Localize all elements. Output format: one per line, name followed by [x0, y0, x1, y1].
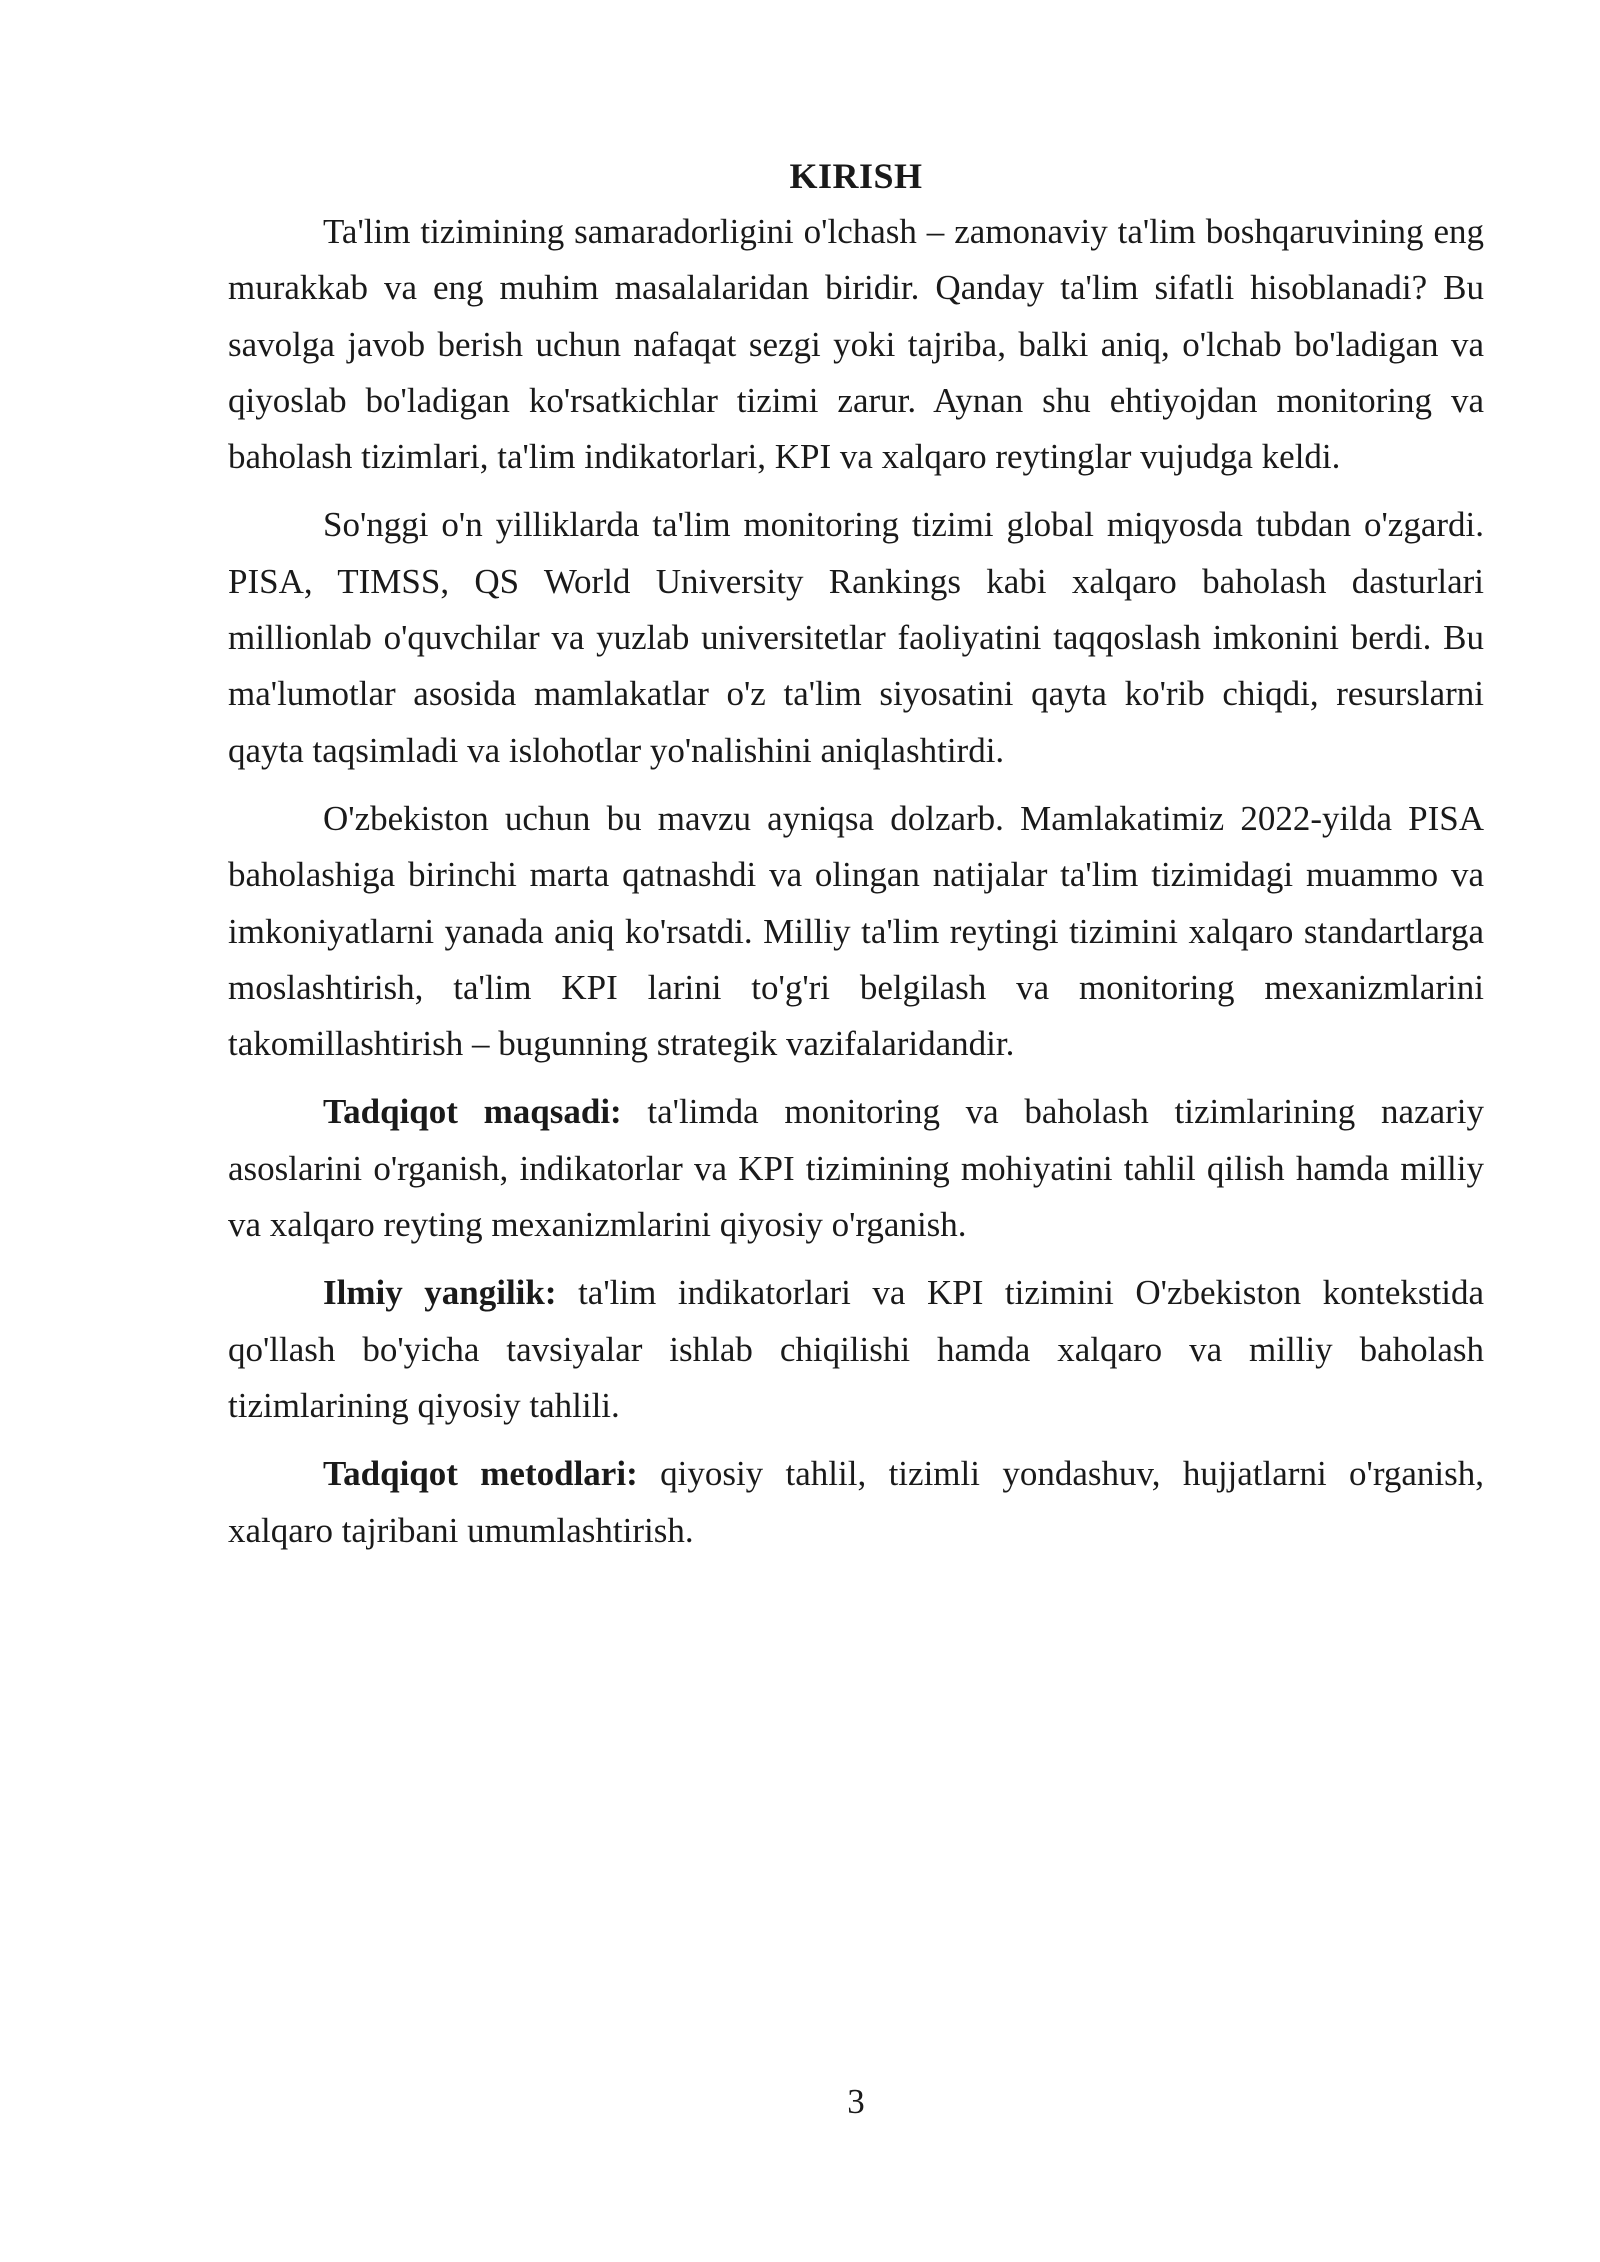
paragraph-text: Ta'lim tizimining samaradorligini o'lchash – zamonaviy ta'lim boshqaruvining eng murakkab va eng muhim masalalaridan biridir. Qanday ta'lim sifatli hisoblanadi? Bu savolga javob berish uchun nafaqat sezgi yoki tajriba, balki aniq, o'lchab bo'ladigan va qiyoslab bo'ladigan ko'rsatkichlar tizimi zarur. Aynan shu ehtiyojdan monitoring va baholash tizimlari, ta'lim indikatorlari, KPI va xalqaro reytinglar vujudga keldi. [228, 212, 1484, 477]
paragraph-research-goal [228, 1084, 1484, 1253]
paragraph-text: O'zbekiston uchun bu mavzu ayniqsa dolzarb. Mamlakatimiz 2022-yilda PISA baholashiga birinchi marta qatnashdi va olingan natijalar ta'lim tizimidagi muammo va imkoniyatlarni yanada aniq ko'rsatdi. Milliy ta'lim reytingi tizimini xalqaro standartlarga moslashtirish, ta'lim KPI larini to'g'ri belgilash va monitoring mexanizmlarini takomillashtirish – bugunning strategik vazifalaridandir. [228, 798, 1484, 1064]
paragraph-global-monitoring [228, 497, 1484, 778]
paragraph-uzbekistan [228, 791, 1484, 1072]
paragraph-lead: Tadqiqot maqsadi: [323, 1092, 622, 1132]
paragraph-scientific-novelty [228, 1265, 1484, 1434]
paragraph-text: So'nggi o'n yilliklarda ta'lim monitoring tizimi global miqyosda tubdan o'zgardi. PISA, TIMSS, QS World University Rankings kabi xalqaro baholash dasturlari millionlab o'quvchilar va yuzlab universitetlar faoliyatini taqqoslash imkonini berdi. Bu ma'lumotlar asosida mamlakatlar o'z ta'lim siyosatini qayta ko'rib chiqdi, resurslarni qayta taqsimladi va islohotlar yo'nalishini aniqlashtirdi. [228, 505, 1484, 770]
paragraph-text: ta'lim indikatorlari va KPI tizimini O'zbekiston kontekstida qo'llash bo'yicha tavsiyalar ishlab chiqilishi hamda xalqaro va milliy baholash tizimlarining qiyosiy tahlili. [228, 1273, 1484, 1425]
paragraph-text: qiyosiy tahlil, tizimli yondashuv, hujjatlarni o'rganish, xalqaro tajribani umumlashtirish. [228, 1454, 1484, 1550]
paragraph-intro [228, 204, 1484, 485]
paragraph-text: ta'limda monitoring va baholash tizimlarining nazariy asoslarini o'rganish, indikatorlar va KPI tizimining mohiyatini tahlil qilish hamda milliy va xalqaro reyting mexanizmlarini qiyosiy o'rganish. [228, 1092, 1484, 1245]
paragraph-research-methods [228, 1446, 1484, 1559]
page-number: 3 [847, 2082, 865, 2121]
page-title: KIRISH [789, 156, 923, 196]
page-content [228, 152, 1484, 1571]
paragraph-lead: Ilmiy yangilik: [323, 1273, 557, 1313]
paragraph-lead: Tadqiqot metodlari: [323, 1454, 638, 1494]
